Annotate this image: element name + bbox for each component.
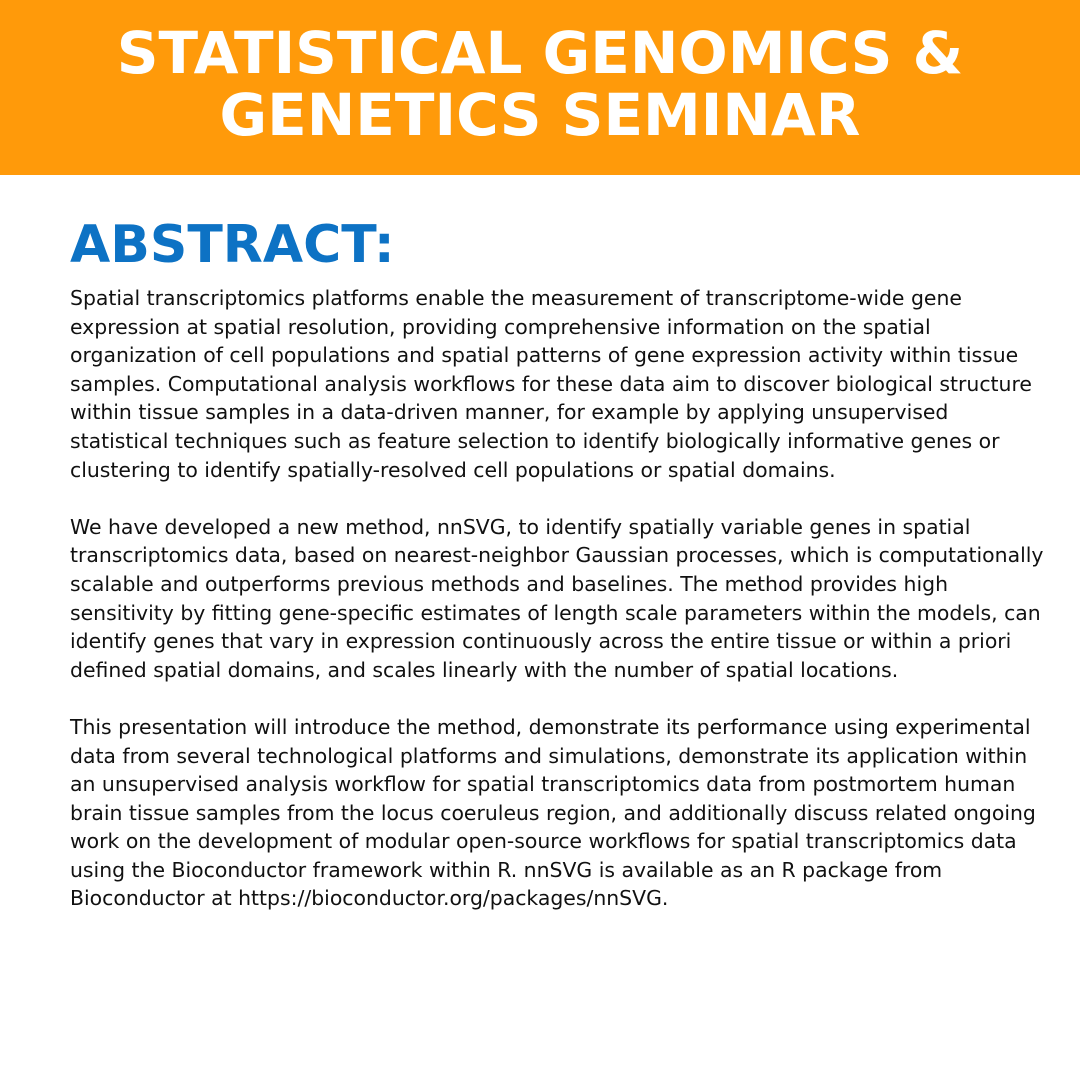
seminar-title <box>0 19 1080 149</box>
abstract-section <box>70 212 1045 913</box>
seminar-title-line-2: GENETICS SEMINAR <box>219 81 861 149</box>
abstract-paragraph-2: We have developed a new method, nnSVG, to identify spatially variable genes in spatial transcriptomics data, based on nearest-neighbor Gaussian processes, which is computationally scalable and outperforms previous methods and baselines. The method provides high sensitivity by fitting gene-specific estimates of length scale parameters within the models, can identify genes that vary in expression continuously across the entire tissue or within a priori defined spatial domains, and scales linearly with the number of spatial locations. <box>70 514 1044 682</box>
abstract-paragraph-1: Spatial transcriptomics platforms enable the measurement of transcriptome-wide gene expression at spatial resolution, providing comprehensive information on the spatial organization of cell populations and spatial patterns of gene expression activity within tissue samples. Computational analysis workflows for these data aim to discover biological structure within tissue samples in a data-driven manner, for example by applying unsupervised statistical techniques such as feature selection to identify biologically informative genes or clustering to identify spatially-resolved cell populations or spatial domains. <box>70 286 1032 482</box>
title-banner <box>0 0 1080 175</box>
abstract-paragraph-3: This presentation will introduce the method, demonstrate its performance using experimental data from several technological platforms and simulations, demonstrate its application within an unsupervised analysis workflow for spatial transcriptomics data from postmortem human brain tissue samples from the locus coeruleus region, and additionally discuss related ongoing work on the development of modular open-source workflows for spatial transcriptomics data using the Bioconductor framework within R. nnSVG is available as an R package from Bioconductor at https://bioconductor.org/packages/nnSVG. <box>70 714 1036 911</box>
seminar-title-line-1: STATISTICAL GENOMICS & <box>116 19 964 87</box>
abstract-heading: ABSTRACT: <box>70 215 395 275</box>
